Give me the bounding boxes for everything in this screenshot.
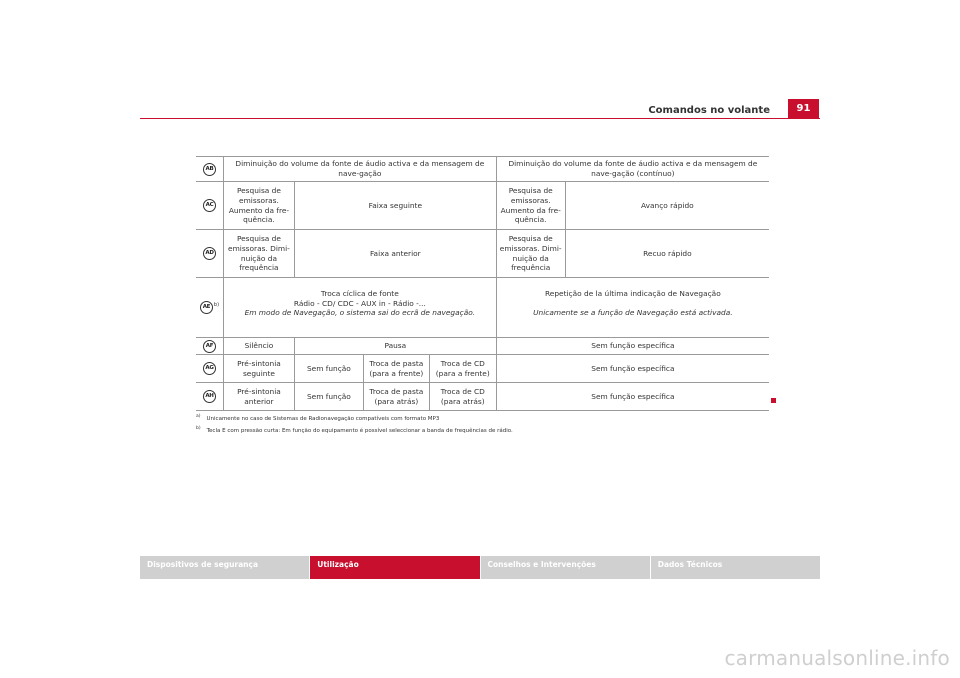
table-cell: Silêncio	[223, 338, 294, 355]
watermark: carmanualsonline.info	[724, 646, 950, 670]
footer-tab-usage[interactable]: Utilização	[310, 556, 479, 579]
table-row	[196, 355, 769, 383]
footnote	[196, 424, 513, 436]
footnote-mark: a)	[196, 414, 201, 419]
key-ag-icon: AG	[203, 362, 216, 375]
key-ac-icon: AC	[203, 199, 216, 212]
table-cell: Pesquisa de emissoras. Aumento da fre-quência.	[223, 182, 294, 230]
table-cell: Faixa anterior	[294, 230, 496, 278]
steering-controls-table	[196, 156, 769, 411]
key-cell	[196, 278, 223, 338]
key-cell	[196, 383, 223, 411]
table-row	[196, 157, 769, 182]
cell-line: Repetição de la última indicação de Navegação	[545, 289, 721, 299]
key-cell	[196, 338, 223, 355]
table-cell: Sem função específica	[496, 383, 769, 411]
cell-line: Rádio - CD/ CDC - AUX in - Rádio -...	[293, 298, 426, 308]
footer-tab-safety[interactable]: Dispositivos de segurança	[140, 556, 309, 579]
key-ab-icon: AB	[203, 163, 216, 176]
table-row	[196, 338, 769, 355]
footer-tab-tech-data[interactable]: Dados Técnicos	[651, 556, 820, 579]
table-cell: Troca de CD (para atrás)	[429, 383, 496, 411]
key-cell	[196, 230, 223, 278]
cell-line: Em modo de Navegação, o sistema sai do ecrã de navegação.	[244, 308, 476, 318]
table-cell	[223, 278, 496, 338]
footnote-text: Tecla E com pressão curta: Em função do equipamento é possível seleccionar a banda de frequências de rádio.	[206, 427, 513, 434]
key-cell	[196, 182, 223, 230]
page-title: Comandos no volante	[648, 105, 770, 116]
header-divider	[140, 118, 820, 119]
cell-line: Unicamente se a função de Navegação está activada.	[533, 308, 733, 317]
table-cell: Troca de pasta (para a frente)	[363, 355, 429, 383]
table-cell: Pesquisa de emissoras. Dimi-nuição da frequência	[223, 230, 294, 278]
page-number: 91	[788, 99, 819, 119]
table-cell: Sem função específica	[496, 355, 769, 383]
table-cell: Recuo rápido	[565, 230, 769, 278]
table-row	[196, 278, 769, 338]
footnote	[196, 412, 513, 424]
table-cell: Pausa	[294, 338, 496, 355]
table-cell	[496, 278, 769, 338]
footnote-mark: b)	[196, 425, 201, 431]
table-cell: Pré-sintonia anterior	[223, 383, 294, 411]
key-ae-icon: AE	[200, 301, 213, 314]
footer-tab-tips[interactable]: Conselhos e Intervenções	[481, 556, 650, 579]
table-cell: Troca de CD (para a frente)	[429, 355, 496, 383]
key-ah-icon: AH	[203, 390, 216, 403]
table-cell: Avanço rápido	[565, 182, 769, 230]
key-cell	[196, 355, 223, 383]
table-row	[196, 230, 769, 278]
table-cell: Diminuição do volume da fonte de áudio activa e da mensagem de nave-gação	[223, 157, 496, 182]
table-cell: Troca de pasta (para atrás)	[363, 383, 429, 411]
table-cell: Diminuição do volume da fonte de áudio activa e da mensagem de nave-gação (contínuo)	[496, 157, 769, 182]
table-cell: Pesquisa de emissoras. Aumento da fre-quência.	[496, 182, 565, 230]
footnote-text: Unicamente no caso de Sistemas de Radionavegação compatíveis com formato MP3	[206, 415, 440, 422]
table-row	[196, 383, 769, 411]
key-ad-icon: AD	[203, 247, 216, 260]
footnote-ref: b)	[213, 302, 220, 309]
footer-nav	[140, 556, 820, 579]
table-cell: Pesquisa de emissoras. Dimi-nuição da frequência	[496, 230, 565, 278]
cell-line: Troca cíclica de fonte	[320, 289, 399, 299]
section-end-marker	[771, 398, 776, 403]
table-cell: Pré-sintonia seguinte	[223, 355, 294, 383]
key-af-icon: AF	[203, 340, 216, 353]
table-cell: Sem função específica	[496, 338, 769, 355]
footnotes	[196, 412, 513, 436]
table-cell: Sem função	[294, 355, 363, 383]
table-cell: Faixa seguinte	[294, 182, 496, 230]
table-cell: Sem função	[294, 383, 363, 411]
key-cell	[196, 157, 223, 182]
table-row	[196, 182, 769, 230]
